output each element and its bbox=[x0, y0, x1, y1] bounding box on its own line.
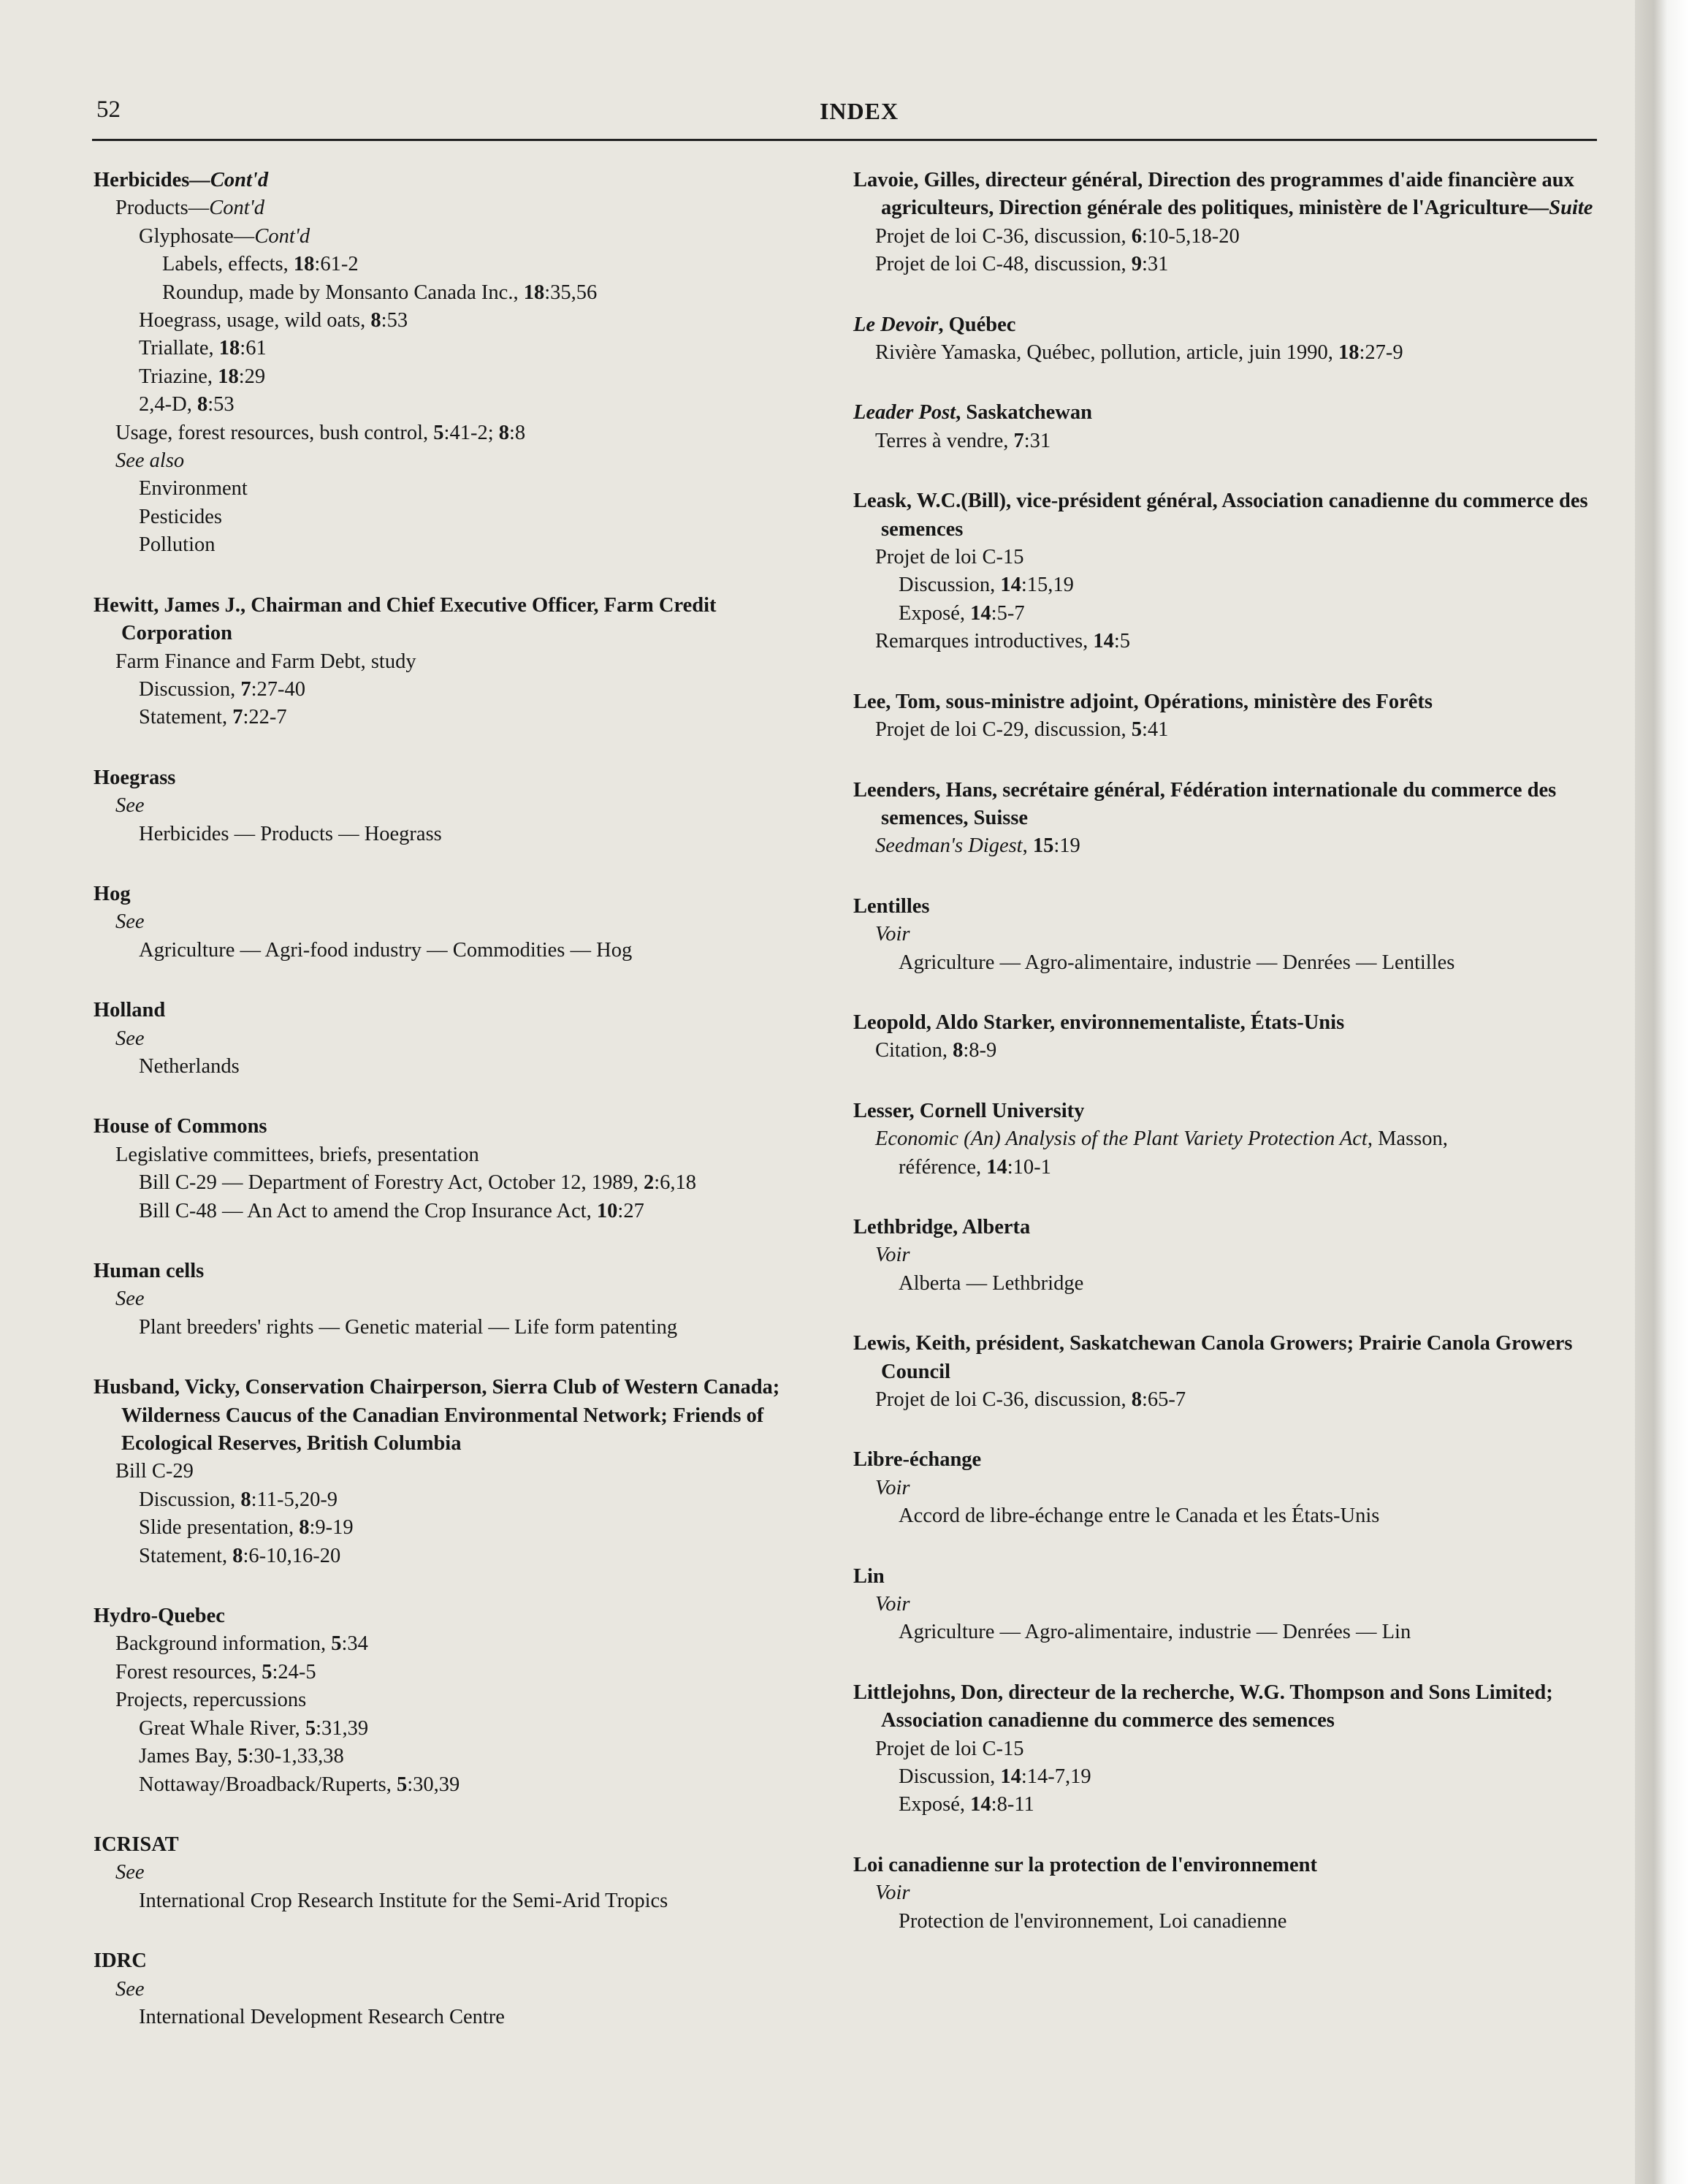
issue-number: 8 bbox=[953, 1039, 964, 1062]
line-text: Discussion, bbox=[139, 1488, 241, 1511]
entry-heading bbox=[853, 777, 1606, 833]
line-text: Statement, bbox=[139, 1544, 233, 1567]
entry-line bbox=[853, 251, 1606, 278]
entry-line bbox=[853, 1763, 1606, 1791]
line-italic: Voir bbox=[875, 1593, 910, 1616]
entry-line bbox=[94, 821, 824, 848]
index-entry bbox=[853, 1330, 1606, 1414]
line-text: Terres à vendre, bbox=[875, 429, 1014, 452]
heading-suffix: —Cont'd bbox=[189, 169, 269, 191]
line-italic: Voir bbox=[875, 1244, 910, 1267]
issue-number: 15 bbox=[1032, 834, 1054, 858]
page-ref: :8-11 bbox=[991, 1793, 1034, 1816]
line-text: Products— bbox=[115, 197, 210, 220]
line-text: Projet de loi C-36, discussion, bbox=[875, 224, 1132, 248]
entry-line bbox=[853, 1154, 1606, 1182]
index-entry bbox=[94, 592, 824, 732]
page-ref: :10-1 bbox=[1007, 1155, 1051, 1179]
heading-text: Hewitt, James J., Chairman and Chief Executive Officer, Farm Credit Corporation bbox=[94, 593, 717, 645]
line-text: James Bay, bbox=[139, 1745, 238, 1768]
index-entry bbox=[94, 1257, 824, 1342]
line-text: Pollution bbox=[139, 533, 216, 557]
page-ref: :35,56 bbox=[544, 281, 598, 304]
page-ref: :61 bbox=[240, 337, 267, 360]
issue-number: 8 bbox=[240, 1488, 251, 1511]
left-column bbox=[94, 167, 824, 2063]
index-entry bbox=[853, 487, 1606, 655]
index-entry bbox=[853, 1852, 1606, 1936]
entry-heading bbox=[853, 399, 1606, 427]
index-entry bbox=[853, 777, 1606, 861]
page-ref: :10-5,18-20 bbox=[1141, 224, 1240, 248]
line-text: Bill C-29 — Department of Forestry Act, October 12, 1989, bbox=[139, 1171, 644, 1195]
heading-text: Lee, Tom, sous-ministre adjoint, Opérations, ministère des Forêts bbox=[853, 690, 1433, 713]
heading-text: Lentilles bbox=[853, 894, 930, 918]
entry-line bbox=[94, 503, 824, 531]
entry-line bbox=[853, 427, 1606, 455]
entry-heading bbox=[94, 1374, 824, 1458]
entry-line bbox=[94, 792, 824, 820]
heading-title: Le Devoir bbox=[853, 313, 939, 336]
line-text: International Crop Research Institute for the Semi-Arid Tropics bbox=[139, 1889, 668, 1912]
heading-text: ICRISAT bbox=[94, 1833, 179, 1856]
entry-line bbox=[94, 908, 824, 936]
entry-line bbox=[94, 391, 824, 419]
entry-line bbox=[94, 1514, 824, 1542]
issue-number: 8 bbox=[498, 421, 509, 444]
line-text: Agriculture — Agro-alimentaire, industrie — Denrées — Lentilles bbox=[899, 951, 1455, 974]
entry-line bbox=[853, 832, 1606, 860]
index-entry bbox=[94, 880, 824, 964]
heading-text: Holland bbox=[94, 999, 166, 1022]
heading-text: Leenders, Hans, secrétaire général, Fédération internationale du commerce des semences, Suisse bbox=[853, 778, 1557, 829]
line-italic: Cont'd bbox=[254, 224, 310, 248]
heading-text: House of Commons bbox=[94, 1115, 267, 1138]
index-entry bbox=[94, 1602, 824, 1799]
line-text: Projet de loi C-15 bbox=[875, 546, 1024, 569]
page-ref: :41 bbox=[1141, 718, 1169, 742]
index-entry bbox=[94, 1831, 824, 1915]
line-text: Statement, bbox=[139, 706, 233, 729]
line-italic: See bbox=[115, 1027, 145, 1050]
entry-heading bbox=[94, 1602, 824, 1630]
page-ref: :6-10,16-20 bbox=[243, 1544, 341, 1567]
index-entry bbox=[853, 1214, 1606, 1298]
page-ref: :30,39 bbox=[407, 1773, 460, 1796]
entry-line bbox=[94, 1976, 824, 2004]
line-text: Roundup, made by Monsanto Canada Inc., bbox=[162, 281, 524, 304]
entry-line bbox=[94, 1542, 824, 1570]
page-ref: :6,18 bbox=[654, 1171, 697, 1195]
line-text: Usage, forest resources, bush control, bbox=[115, 421, 434, 444]
heading-text: Lavoie, Gilles, directeur général, Direction des programmes d'aide financière aux agriculteurs, Direction générale des politiques, ministère de l'Agriculture bbox=[853, 169, 1574, 220]
entry-heading bbox=[853, 1330, 1606, 1386]
issue-number: 14 bbox=[986, 1155, 1007, 1179]
page-ref: :5 bbox=[1113, 630, 1131, 653]
entry-line bbox=[853, 921, 1606, 948]
page-ref: :5-7 bbox=[991, 601, 1025, 625]
index-entry bbox=[853, 893, 1606, 977]
issue-number: 8 bbox=[232, 1544, 243, 1567]
line-text: Rivière Yamaska, Québec, pollution, article, juin 1990, bbox=[875, 341, 1338, 365]
line-text: Bill C-48 — An Act to amend the Crop Insurance Act, bbox=[139, 1199, 597, 1222]
entry-line bbox=[94, 1715, 824, 1743]
page-number: 52 bbox=[96, 96, 121, 123]
issue-number: 14 bbox=[1000, 1765, 1021, 1789]
line-text: Labels, effects, bbox=[162, 253, 294, 276]
right-column bbox=[853, 167, 1606, 1968]
issue-number: 14 bbox=[1000, 574, 1021, 597]
page-ref: :8-9 bbox=[963, 1039, 997, 1062]
page-ref: :9-19 bbox=[309, 1516, 354, 1540]
line-text: Projet de loi C-48, discussion, bbox=[875, 253, 1132, 276]
page-ref: :22-7 bbox=[243, 706, 287, 729]
heading-text: Hog bbox=[94, 882, 131, 905]
index-entry bbox=[94, 1947, 824, 2031]
entry-line bbox=[94, 1314, 824, 1342]
entry-line bbox=[853, 949, 1606, 977]
heading-text: Hydro-Quebec bbox=[94, 1605, 225, 1628]
header-rule bbox=[92, 139, 1597, 141]
page-ref: :14-7,19 bbox=[1021, 1765, 1091, 1789]
entry-heading bbox=[853, 1563, 1606, 1591]
entry-line bbox=[94, 475, 824, 503]
issue-number: 18 bbox=[218, 337, 240, 360]
entry-line bbox=[94, 1887, 824, 1915]
entry-line bbox=[853, 1591, 1606, 1618]
line-text: Slide presentation, bbox=[139, 1516, 300, 1540]
entry-heading bbox=[94, 1113, 824, 1141]
line-text: , Masson, bbox=[1367, 1127, 1448, 1151]
entry-line bbox=[94, 1486, 824, 1514]
line-text: Exposé, bbox=[899, 1793, 971, 1816]
page-ref: :29 bbox=[238, 365, 266, 388]
entry-heading bbox=[853, 1679, 1606, 1735]
entry-line bbox=[853, 1475, 1606, 1502]
line-text: Alberta — Lethbridge bbox=[899, 1271, 1084, 1295]
line-italic: See bbox=[115, 794, 145, 818]
heading-text: Lewis, Keith, président, Saskatchewan Canola Growers; Prairie Canola Growers Council bbox=[853, 1332, 1573, 1383]
entry-heading bbox=[853, 1097, 1606, 1125]
issue-number: 5 bbox=[305, 1716, 316, 1740]
entry-line bbox=[94, 1025, 824, 1053]
line-text: Projet de loi C-15 bbox=[875, 1737, 1024, 1760]
issue-number: 18 bbox=[293, 253, 315, 276]
line-text: Projects, repercussions bbox=[115, 1689, 307, 1712]
page-ref: :19 bbox=[1053, 834, 1080, 858]
heading-place: , Québec bbox=[938, 313, 1016, 336]
heading-text: Leopold, Aldo Starker, environnementaliste, États-Unis bbox=[853, 1011, 1345, 1034]
line-text: Farm Finance and Farm Debt, study bbox=[115, 650, 416, 673]
entry-heading bbox=[853, 893, 1606, 921]
entry-heading bbox=[94, 1947, 824, 1975]
issue-number: 18 bbox=[1338, 341, 1360, 365]
cited-title: Seedman's Digest bbox=[875, 834, 1023, 858]
line-italic: Voir bbox=[875, 1476, 910, 1499]
line-text: Forest resources, bbox=[115, 1660, 262, 1683]
line-text: Herbicides — Products — Hoegrass bbox=[139, 822, 442, 845]
entry-heading bbox=[94, 997, 824, 1024]
entry-line bbox=[94, 335, 824, 362]
issue-number: 9 bbox=[1131, 253, 1142, 276]
line-italic: See also bbox=[115, 449, 185, 473]
entry-line bbox=[94, 1630, 824, 1658]
line-text: Triazine, bbox=[139, 365, 218, 388]
entry-line bbox=[94, 1659, 824, 1686]
issue-number: 14 bbox=[970, 601, 991, 625]
line-italic: See bbox=[115, 1861, 145, 1884]
issue-number: 5 bbox=[1131, 718, 1142, 742]
entry-line bbox=[853, 1735, 1606, 1763]
issue-number: 5 bbox=[331, 1632, 342, 1656]
entry-heading bbox=[853, 688, 1606, 716]
line-text: Accord de libre-échange entre le Canada et les États-Unis bbox=[899, 1504, 1380, 1528]
line-text: Discussion, bbox=[899, 574, 1001, 597]
entry-line bbox=[94, 1198, 824, 1225]
issue-number: 7 bbox=[1013, 429, 1024, 452]
entry-line bbox=[853, 1791, 1606, 1819]
issue-number: 5 bbox=[433, 421, 444, 444]
entry-line bbox=[94, 279, 824, 307]
page-ref: :27-9 bbox=[1359, 341, 1403, 365]
entry-line bbox=[94, 363, 824, 391]
issue-number: 8 bbox=[1131, 1388, 1142, 1411]
page-ref: :27 bbox=[617, 1199, 644, 1222]
issue-number: 5 bbox=[237, 1745, 248, 1768]
page-ref: :27-40 bbox=[251, 677, 306, 701]
line-text: Projet de loi C-36, discussion, bbox=[875, 1388, 1132, 1411]
heading-text: Lesser, Cornell University bbox=[853, 1099, 1085, 1122]
index-entry bbox=[853, 688, 1606, 745]
entry-line bbox=[853, 1270, 1606, 1298]
page-ref: :65-7 bbox=[1141, 1388, 1186, 1411]
entry-line bbox=[94, 2004, 824, 2031]
issue-number: 7 bbox=[240, 677, 251, 701]
index-entry bbox=[853, 1097, 1606, 1182]
entry-line bbox=[94, 419, 824, 447]
line-text: Bill C-29 bbox=[115, 1460, 194, 1483]
line-text: Netherlands bbox=[139, 1054, 240, 1078]
page-ref: :31 bbox=[1141, 253, 1169, 276]
issue-number: 8 bbox=[370, 309, 381, 332]
heading-place: , Saskatchewan bbox=[956, 401, 1092, 425]
heading-text: Lin bbox=[853, 1564, 885, 1588]
line-text: , bbox=[1022, 834, 1033, 858]
entry-heading bbox=[94, 880, 824, 908]
index-entry bbox=[853, 399, 1606, 455]
page-ref: :53 bbox=[207, 393, 235, 416]
entry-line bbox=[94, 1141, 824, 1169]
heading-suffix: —Suite bbox=[1528, 197, 1593, 220]
line-text: Protection de l'environnement, Loi canadienne bbox=[899, 1909, 1287, 1933]
entry-line bbox=[94, 307, 824, 335]
entry-line bbox=[94, 194, 824, 222]
heading-text: Herbicides bbox=[94, 169, 190, 191]
line-text: Glyphosate— bbox=[139, 224, 255, 248]
page-ref: :61-2 bbox=[314, 253, 359, 276]
page-header bbox=[92, 91, 1597, 134]
issue-number: 18 bbox=[218, 365, 239, 388]
entry-line bbox=[853, 1502, 1606, 1530]
entry-line bbox=[94, 1686, 824, 1714]
line-italic: Voir bbox=[875, 1881, 910, 1905]
line-italic: See bbox=[115, 1977, 145, 2001]
page-edge bbox=[1635, 0, 1689, 2184]
page-ref: :11-5,20-9 bbox=[251, 1488, 338, 1511]
index-entry bbox=[853, 1009, 1606, 1065]
heading-text: Hoegrass bbox=[94, 766, 176, 789]
entry-line bbox=[853, 571, 1606, 599]
entry-heading bbox=[853, 487, 1606, 544]
page-ref: :31 bbox=[1023, 429, 1051, 452]
line-text: Great Whale River, bbox=[139, 1716, 305, 1740]
entry-line bbox=[853, 1908, 1606, 1936]
issue-number: 2 bbox=[644, 1171, 655, 1195]
entry-line bbox=[853, 1386, 1606, 1414]
page-ref: :24-5 bbox=[272, 1660, 316, 1683]
running-title: INDEX bbox=[819, 98, 899, 124]
line-text: Exposé, bbox=[899, 601, 971, 625]
entry-heading bbox=[94, 167, 824, 194]
index-entry bbox=[853, 1679, 1606, 1819]
page-ref: :34 bbox=[341, 1632, 368, 1656]
index-entry bbox=[94, 1374, 824, 1570]
line-text: Pesticides bbox=[139, 505, 222, 528]
line-text: Hoegrass, usage, wild oats, bbox=[139, 309, 371, 332]
entry-line bbox=[94, 531, 824, 559]
page-ref: :15,19 bbox=[1021, 574, 1074, 597]
line-text: Legislative committees, briefs, presentation bbox=[115, 1143, 479, 1166]
heading-text: Leask, W.C.(Bill), vice-président général, Association canadienne du commerce des semences bbox=[853, 490, 1588, 541]
entry-line bbox=[94, 937, 824, 964]
entry-heading bbox=[94, 592, 824, 648]
line-text: Discussion, bbox=[899, 1765, 1001, 1789]
line-text: référence, bbox=[899, 1155, 987, 1179]
line-text: Remarques introductives, bbox=[875, 630, 1094, 653]
page-ref: :30-1,33,38 bbox=[248, 1745, 344, 1768]
line-text: Citation, bbox=[875, 1039, 953, 1062]
index-entry bbox=[853, 311, 1606, 368]
entry-line bbox=[853, 1241, 1606, 1269]
entry-line bbox=[94, 1053, 824, 1081]
line-text: Agriculture — Agri-food industry — Commodities — Hog bbox=[139, 938, 633, 962]
entry-line bbox=[94, 704, 824, 731]
entry-line bbox=[94, 1771, 824, 1799]
line-italic: See bbox=[115, 910, 145, 934]
index-entry bbox=[94, 764, 824, 848]
heading-text: Loi canadienne sur la protection de l'environnement bbox=[853, 1853, 1317, 1876]
page-ref: :8 bbox=[509, 421, 526, 444]
index-entry bbox=[94, 997, 824, 1081]
entry-line bbox=[94, 223, 824, 251]
entry-line bbox=[853, 600, 1606, 628]
entry-line bbox=[853, 1037, 1606, 1065]
line-text: International Development Research Centre bbox=[139, 2005, 505, 2028]
line-text: Environment bbox=[139, 477, 248, 501]
heading-text: Human cells bbox=[94, 1260, 205, 1282]
entry-heading bbox=[94, 1831, 824, 1859]
entry-heading bbox=[853, 1852, 1606, 1879]
line-italic: See bbox=[115, 1287, 145, 1311]
heading-text: Littlejohns, Don, directeur de la recherche, W.G. Thompson and Sons Limited; Association canadienne du commerce des semences bbox=[853, 1681, 1553, 1732]
entry-line bbox=[853, 544, 1606, 571]
entry-heading bbox=[853, 167, 1606, 223]
entry-heading bbox=[94, 1257, 824, 1285]
line-text: 2,4-D, bbox=[139, 393, 197, 416]
entry-line bbox=[94, 447, 824, 475]
cited-title: Economic (An) Analysis of the Plant Variety Protection Act bbox=[875, 1127, 1368, 1151]
entry-line bbox=[853, 339, 1606, 367]
entry-line bbox=[853, 716, 1606, 744]
issue-number: 8 bbox=[197, 393, 208, 416]
page-ref: :53 bbox=[381, 309, 408, 332]
line-text: Agriculture — Agro-alimentaire, industrie — Denrées — Lin bbox=[899, 1621, 1411, 1644]
index-entry bbox=[853, 167, 1606, 279]
page-ref: :41-2; bbox=[443, 421, 499, 444]
issue-number: 14 bbox=[1093, 630, 1114, 653]
issue-number: 18 bbox=[523, 281, 545, 304]
line-italic: Voir bbox=[875, 923, 910, 946]
line-text: Triallate, bbox=[139, 337, 219, 360]
entry-heading bbox=[94, 764, 824, 792]
entry-line bbox=[94, 1458, 824, 1485]
index-entry bbox=[94, 1113, 824, 1225]
entry-line bbox=[94, 1743, 824, 1770]
issue-number: 14 bbox=[970, 1793, 991, 1816]
entry-line bbox=[94, 251, 824, 278]
entry-line bbox=[94, 1859, 824, 1887]
issue-number: 5 bbox=[262, 1660, 272, 1683]
entry-heading bbox=[853, 1446, 1606, 1474]
heading-text: Libre-échange bbox=[853, 1448, 982, 1472]
line-text: Nottaway/Broadback/Ruperts, bbox=[139, 1773, 397, 1796]
entry-line bbox=[853, 1879, 1606, 1907]
line-text: Plant breeders' rights — Genetic material — Life form patenting bbox=[139, 1315, 678, 1339]
line-text: Background information, bbox=[115, 1632, 332, 1656]
entry-line bbox=[853, 628, 1606, 655]
entry-line bbox=[94, 1169, 824, 1197]
heading-title: Leader Post bbox=[853, 401, 956, 425]
issue-number: 5 bbox=[397, 1773, 408, 1796]
issue-number: 7 bbox=[232, 706, 243, 729]
issue-number: 8 bbox=[299, 1516, 310, 1540]
issue-number: 6 bbox=[1131, 224, 1142, 248]
index-entry bbox=[853, 1446, 1606, 1530]
page-ref: :31,39 bbox=[316, 1716, 369, 1740]
line-text: Discussion, bbox=[139, 677, 241, 701]
index-entry bbox=[94, 167, 824, 560]
entry-line bbox=[853, 1618, 1606, 1646]
heading-text: Husband, Vicky, Conservation Chairperson, Sierra Club of Western Canada; Wilderness Caucus of the Canadian Environmental Network; Friends of Ecological Reserves, British Columbia bbox=[94, 1376, 780, 1456]
entry-heading bbox=[853, 1009, 1606, 1037]
entry-heading bbox=[853, 311, 1606, 339]
entry-line bbox=[853, 1125, 1606, 1153]
line-italic: Cont'd bbox=[209, 197, 265, 220]
entry-line bbox=[94, 1285, 824, 1313]
heading-text: IDRC bbox=[94, 1949, 147, 1973]
entry-line bbox=[853, 223, 1606, 251]
entry-line bbox=[94, 676, 824, 704]
entry-heading bbox=[853, 1214, 1606, 1241]
index-entry bbox=[853, 1563, 1606, 1647]
issue-number: 10 bbox=[596, 1199, 618, 1222]
heading-text: Lethbridge, Alberta bbox=[853, 1215, 1031, 1239]
entry-line bbox=[94, 648, 824, 676]
line-text: Projet de loi C-29, discussion, bbox=[875, 718, 1132, 742]
